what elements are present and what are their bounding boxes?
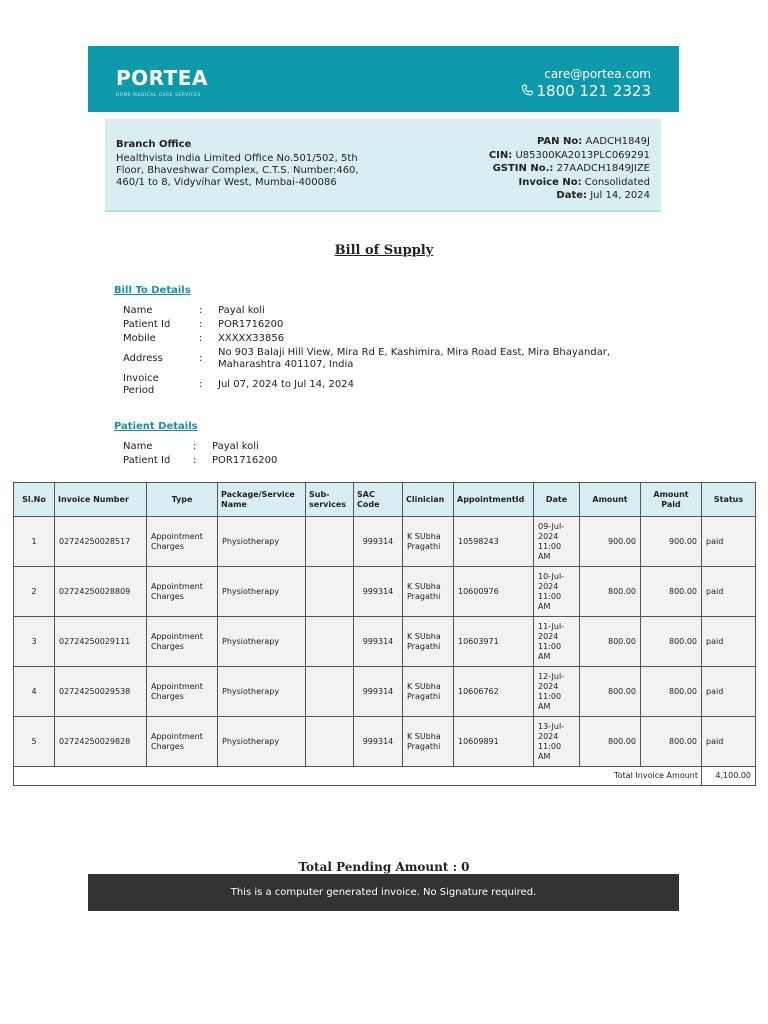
date-row: Date: Jul 14, 2024 (556, 190, 650, 201)
col-header: Invoice Number (55, 483, 147, 517)
bill-to-mobile: XXXXX33856 (218, 333, 285, 344)
cell-amount-paid: 800.00 (641, 717, 702, 767)
branch-title: Branch Office (116, 139, 192, 150)
cell-clinician: K SUbha Pragathi (403, 517, 454, 567)
cell-clinician: K SUbha Pragathi (403, 667, 454, 717)
table-row (14, 517, 756, 567)
header-bar (88, 46, 679, 112)
branch-address-line: Healthvista India Limited Office No.501/502, 5th (116, 153, 358, 164)
portea-logo (116, 68, 208, 97)
table-row (14, 617, 756, 667)
contact-phone[interactable] (520, 82, 651, 100)
bill-to-address: No 903 Balaji Hill View, Mira Rd E, Kashimira, Mira Road East, Mira Bhayandar, (218, 347, 611, 358)
col-header: Sub-services (306, 483, 354, 517)
gstin-value: 27AADCH1849JIZE (556, 163, 650, 174)
cell-amount-paid: 800.00 (641, 617, 702, 667)
cell-type: Appointment Charges (147, 517, 218, 567)
gstin-row: GSTIN No.: 27AADCH1849JIZE (492, 163, 650, 174)
table-row (14, 667, 756, 717)
cell-invoice-number: 02724250028809 (55, 567, 147, 617)
branch-address-line: 460/1 to 8, Vidyvihar West, Mumbai-400086 (116, 177, 337, 188)
invoice-no-value: Consolidated (584, 176, 650, 188)
cell-appointment-id: 10603971 (454, 617, 534, 667)
col-header: Type (147, 483, 218, 517)
contact-email[interactable]: care@portea.com (544, 67, 651, 81)
bill-to-address-line2: Maharashtra 401107, India (218, 359, 354, 370)
cell-amount: 800.00 (580, 567, 641, 617)
cell-sl: 5 (14, 717, 55, 767)
cell-sl: 1 (14, 517, 55, 567)
page-title: Bill of Supply (334, 243, 434, 258)
bill-to-address-row: Address : No 903 Balaji Hill View, Mira Rd E, Kashimira, Mira Road East, Mira Bhayandar, Maharashtra 401107, India (123, 347, 611, 370)
col-header: Clinician (403, 483, 454, 517)
cell-status: paid (702, 717, 756, 767)
phone-number: 1800 121 2323 (536, 82, 651, 100)
col-header: AppointmentId (454, 483, 534, 517)
branch-office (116, 139, 386, 189)
cell-sl: 2 (14, 567, 55, 617)
col-header: Sl.No (14, 483, 55, 517)
patient-name: Payal koli (212, 441, 259, 452)
cell-appointment-id: 10598243 (454, 517, 534, 567)
col-header: Amount (580, 483, 641, 517)
cell-status: paid (702, 667, 756, 717)
cin-value: U85300KA2013PLC069291 (515, 149, 650, 161)
bill-to-period-row: Invoice Period : Jul 07, 2024 to Jul 14, 2024 (123, 373, 354, 396)
cell-type: Appointment Charges (147, 567, 218, 617)
cell-amount-paid: 800.00 (641, 567, 702, 617)
branch-address-line: Floor, Bhaveshwar Complex, C.T.S. Number:460, (116, 165, 359, 176)
cell-appointment-id: 10609891 (454, 717, 534, 767)
bill-to-period: Jul 07, 2024 to Jul 14, 2024 (218, 379, 354, 390)
date-value: Jul 14, 2024 (590, 190, 650, 201)
cell-appointment-id: 10606762 (454, 667, 534, 717)
cell-amount-paid: 900.00 (641, 517, 702, 567)
cell-date: 10-Jul-2024 11:00 AM (534, 567, 580, 617)
cell-sub-services (306, 567, 354, 617)
pan-value: AADCH1849J (585, 136, 650, 147)
cell-sac: 999314 (354, 617, 403, 667)
invoice-table (13, 482, 756, 786)
total-pending-amount: Total Pending Amount : 0 (298, 860, 470, 874)
col-header: Amount Paid (641, 483, 702, 517)
logo-tagline: HOME MEDICAL CARE SERVICES (116, 92, 201, 97)
cell-date: 11-Jul-2024 11:00 AM (534, 617, 580, 667)
cell-status: paid (702, 617, 756, 667)
cell-clinician: K SUbha Pragathi (403, 717, 454, 767)
cell-service: Physiotherapy (218, 617, 306, 667)
cell-amount: 800.00 (580, 617, 641, 667)
cell-sub-services (306, 617, 354, 667)
total-value: 4,100.00 (702, 767, 756, 786)
cell-invoice-number: 02724250029538 (55, 667, 147, 717)
invoice-no-row: Invoice No: Consolidated (518, 176, 650, 188)
cell-invoice-number: 02724250028517 (55, 517, 147, 567)
cell-sl: 4 (14, 667, 55, 717)
cell-sac: 999314 (354, 717, 403, 767)
cell-type: Appointment Charges (147, 617, 218, 667)
total-label: Total Invoice Amount (14, 767, 702, 786)
total-row (14, 767, 756, 786)
cell-amount: 800.00 (580, 717, 641, 767)
bill-to-heading[interactable]: Bill To Details (114, 285, 191, 296)
footer-text: This is a computer generated invoice. No Signature required. (230, 887, 537, 898)
table-row (14, 567, 756, 617)
table-header-row (14, 483, 756, 517)
cell-service: Physiotherapy (218, 567, 306, 617)
cell-service: Physiotherapy (218, 717, 306, 767)
cell-status: paid (702, 517, 756, 567)
contact-info (520, 67, 651, 100)
cell-type: Appointment Charges (147, 667, 218, 717)
col-header: SAC Code (354, 483, 403, 517)
cell-date: 12-Jul-2024 11:00 AM (534, 667, 580, 717)
cell-amount: 800.00 (580, 667, 641, 717)
cell-sub-services (306, 667, 354, 717)
cell-sl: 3 (14, 617, 55, 667)
col-header: Date (534, 483, 580, 517)
cell-service: Physiotherapy (218, 667, 306, 717)
cell-invoice-number: 02724250029111 (55, 617, 147, 667)
cell-date: 13-Jul-2024 11:00 AM (534, 717, 580, 767)
cell-status: paid (702, 567, 756, 617)
pan-row: PAN No: AADCH1849J (537, 136, 650, 147)
cell-sac: 999314 (354, 667, 403, 717)
table-row (14, 717, 756, 767)
cell-date: 09-Jul-2024 11:00 AM (534, 517, 580, 567)
cell-clinician: K SUbha Pragathi (403, 567, 454, 617)
cell-appointment-id: 10600976 (454, 567, 534, 617)
patient-details-heading[interactable]: Patient Details (114, 421, 198, 432)
patient-id: POR1716200 (212, 455, 278, 466)
footer-note (88, 874, 679, 911)
cell-amount-paid: 800.00 (641, 667, 702, 717)
cell-sac: 999314 (354, 517, 403, 567)
company-ids (489, 135, 650, 203)
col-header: Status (702, 483, 756, 517)
logo-text: PORTEA (116, 66, 208, 90)
bill-to-name: Payal koli (218, 305, 265, 316)
cell-sub-services (306, 717, 354, 767)
cell-clinician: K SUbha Pragathi (403, 617, 454, 667)
cell-sub-services (306, 517, 354, 567)
cell-sac: 999314 (354, 567, 403, 617)
cin-row: CIN: U85300KA2013PLC069291 (488, 149, 650, 161)
cell-invoice-number: 02724250029828 (55, 717, 147, 767)
cell-amount: 900.00 (580, 517, 641, 567)
branch-info-box (105, 119, 661, 212)
phone-icon (520, 83, 535, 98)
col-header: Package/Service Name (218, 483, 306, 517)
cell-type: Appointment Charges (147, 717, 218, 767)
cell-service: Physiotherapy (218, 517, 306, 567)
bill-to-patient-id: POR1716200 (218, 319, 284, 330)
